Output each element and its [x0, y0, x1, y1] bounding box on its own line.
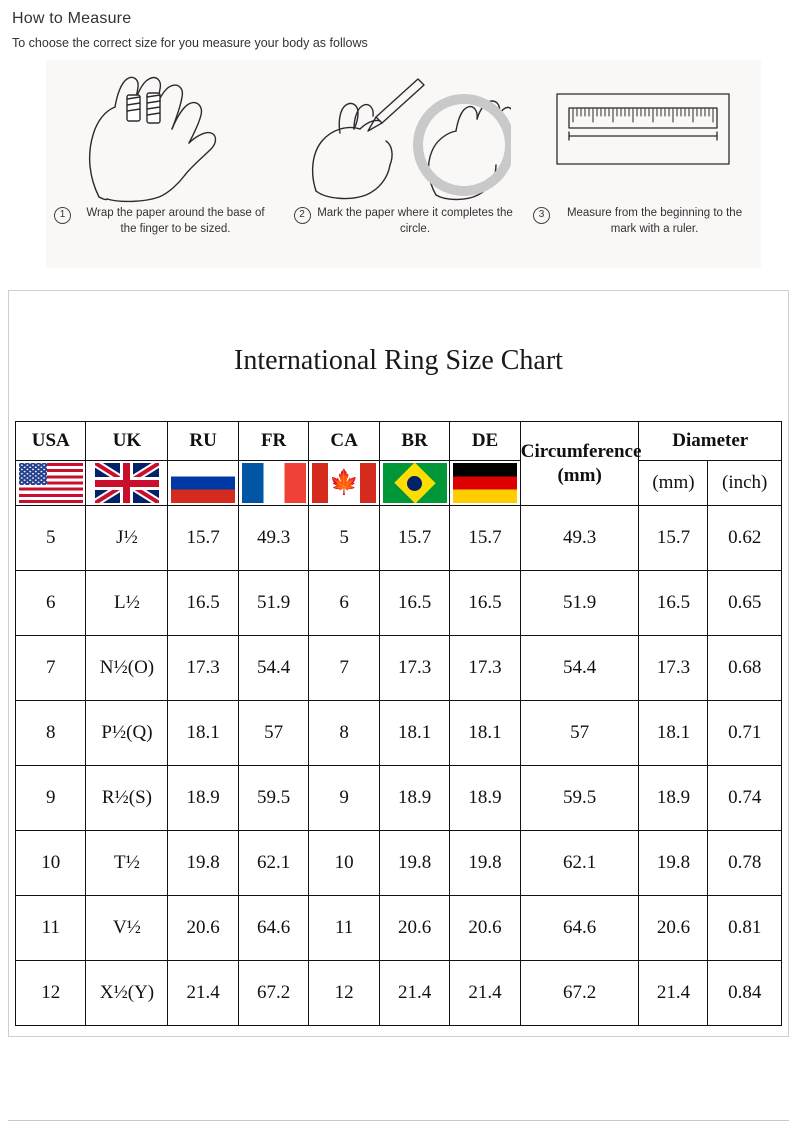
- cell-ca: 12: [309, 961, 379, 1026]
- how-to-measure-section: [0, 0, 797, 268]
- ruler-measuring-icon: [551, 66, 736, 206]
- step-number-badge: 3: [533, 207, 550, 224]
- cell-ca: 6: [309, 571, 379, 636]
- cell-circumference: 59.5: [520, 766, 639, 831]
- measure-step-3: [525, 66, 761, 237]
- cell-usa: 10: [16, 831, 86, 896]
- hand-marking-paper-icon: [296, 66, 511, 206]
- cell-usa: 9: [16, 766, 86, 831]
- cell-de: 15.7: [450, 506, 520, 571]
- cell-fr: 62.1: [238, 831, 308, 896]
- russia-flag: [168, 461, 238, 506]
- header-ca: CA: [309, 422, 379, 461]
- cell-circumference: 54.4: [520, 636, 639, 701]
- table-row: [16, 636, 782, 701]
- cell-diameter-mm: 18.9: [639, 766, 708, 831]
- cell-de: 16.5: [450, 571, 520, 636]
- cell-diameter-inch: 0.84: [708, 961, 782, 1026]
- cell-fr: 57: [238, 701, 308, 766]
- hand-with-paper-strip-icon: [59, 66, 269, 206]
- cell-uk: J½: [86, 506, 168, 571]
- cell-fr: 64.6: [238, 896, 308, 961]
- header-de: DE: [450, 422, 520, 461]
- table-row: [16, 506, 782, 571]
- cell-ru: 18.1: [168, 701, 238, 766]
- cell-circumference: 57: [520, 701, 639, 766]
- cell-ru: 18.9: [168, 766, 238, 831]
- step-number-badge: 1: [54, 207, 71, 224]
- usa-flag: [16, 461, 86, 506]
- cell-br: 19.8: [379, 831, 449, 896]
- cell-de: 21.4: [450, 961, 520, 1026]
- table-row: [16, 701, 782, 766]
- cell-diameter-inch: 0.65: [708, 571, 782, 636]
- table-row: [16, 896, 782, 961]
- canada-flag: 🍁: [309, 461, 379, 506]
- table-row: [16, 766, 782, 831]
- measure-step-2-caption: 2 Mark the paper where it completes the circle.: [286, 206, 522, 237]
- cell-br: 16.5: [379, 571, 449, 636]
- table-header: [16, 422, 782, 506]
- cell-diameter-mm: 18.1: [639, 701, 708, 766]
- table-body: [16, 506, 782, 1026]
- measure-step-1: [46, 66, 282, 237]
- cell-diameter-mm: 21.4: [639, 961, 708, 1026]
- cell-br: 15.7: [379, 506, 449, 571]
- cell-ru: 15.7: [168, 506, 238, 571]
- cell-br: 18.1: [379, 701, 449, 766]
- cell-fr: 54.4: [238, 636, 308, 701]
- cell-br: 17.3: [379, 636, 449, 701]
- cell-diameter-mm: 19.8: [639, 831, 708, 896]
- cell-circumference: 51.9: [520, 571, 639, 636]
- cell-ca: 11: [309, 896, 379, 961]
- cell-fr: 51.9: [238, 571, 308, 636]
- cell-diameter-inch: 0.78: [708, 831, 782, 896]
- cell-circumference: 62.1: [520, 831, 639, 896]
- chart-title: International Ring Size Chart: [234, 345, 563, 376]
- cell-diameter-inch: 0.68: [708, 636, 782, 701]
- cell-usa: 11: [16, 896, 86, 961]
- cell-circumference: 64.6: [520, 896, 639, 961]
- cell-circumference: 49.3: [520, 506, 639, 571]
- how-to-measure-subtitle: To choose the correct size for you measure your body as follows: [12, 36, 368, 50]
- cell-uk: R½(S): [86, 766, 168, 831]
- cell-ca: 8: [309, 701, 379, 766]
- table-row: [16, 831, 782, 896]
- cell-diameter-mm: 20.6: [639, 896, 708, 961]
- header-diameter-mm: (mm): [639, 461, 708, 506]
- cell-de: 19.8: [450, 831, 520, 896]
- brazil-flag: [379, 461, 449, 506]
- cell-circumference: 67.2: [520, 961, 639, 1026]
- cell-ca: 5: [309, 506, 379, 571]
- cell-usa: 8: [16, 701, 86, 766]
- table-header-codes-row: [16, 422, 782, 461]
- cell-ca: 7: [309, 636, 379, 701]
- measure-step-3-caption: 3 Measure from the beginning to the mark with a ruler.: [525, 206, 761, 237]
- cell-diameter-inch: 0.74: [708, 766, 782, 831]
- cell-de: 18.1: [450, 701, 520, 766]
- cell-de: 18.9: [450, 766, 520, 831]
- cell-ru: 21.4: [168, 961, 238, 1026]
- ring-size-table: [15, 421, 782, 1026]
- france-flag: [238, 461, 308, 506]
- cell-de: 20.6: [450, 896, 520, 961]
- cell-br: 18.9: [379, 766, 449, 831]
- cell-uk: T½: [86, 831, 168, 896]
- cell-br: 20.6: [379, 896, 449, 961]
- header-diameter-inch: (inch): [708, 461, 782, 506]
- measure-step-1-caption: 1 Wrap the paper around the base of the finger to be sized.: [46, 206, 282, 237]
- cell-ru: 16.5: [168, 571, 238, 636]
- cell-diameter-inch: 0.71: [708, 701, 782, 766]
- measure-step-2: [286, 66, 522, 237]
- cell-ru: 17.3: [168, 636, 238, 701]
- cell-uk: V½: [86, 896, 168, 961]
- cell-uk: P½(Q): [86, 701, 168, 766]
- cell-ru: 19.8: [168, 831, 238, 896]
- header-diameter: Diameter: [639, 422, 782, 461]
- ring-size-chart-card: [8, 290, 789, 1037]
- cell-ca: 9: [309, 766, 379, 831]
- how-to-measure-illustration-panel: [46, 60, 761, 268]
- cell-diameter-inch: 0.81: [708, 896, 782, 961]
- cell-de: 17.3: [450, 636, 520, 701]
- cell-uk: X½(Y): [86, 961, 168, 1026]
- cell-uk: L½: [86, 571, 168, 636]
- header-fr: FR: [238, 422, 308, 461]
- cell-usa: 12: [16, 961, 86, 1026]
- header-usa: USA: [16, 422, 86, 461]
- cell-fr: 49.3: [238, 506, 308, 571]
- table-row: [16, 961, 782, 1026]
- step-number-badge: 2: [294, 207, 311, 224]
- cell-br: 21.4: [379, 961, 449, 1026]
- cell-ca: 10: [309, 831, 379, 896]
- cell-fr: 59.5: [238, 766, 308, 831]
- cell-diameter-mm: 16.5: [639, 571, 708, 636]
- header-br: BR: [379, 422, 449, 461]
- cell-fr: 67.2: [238, 961, 308, 1026]
- cell-usa: 5: [16, 506, 86, 571]
- cell-diameter-mm: 17.3: [639, 636, 708, 701]
- cell-diameter-mm: 15.7: [639, 506, 708, 571]
- cell-ru: 20.6: [168, 896, 238, 961]
- cell-usa: 7: [16, 636, 86, 701]
- table-header-flags-row: [16, 461, 782, 506]
- header-uk: UK: [86, 422, 168, 461]
- cell-diameter-inch: 0.62: [708, 506, 782, 571]
- page-title: How to Measure: [12, 10, 132, 27]
- header-ru: RU: [168, 422, 238, 461]
- page-divider: [8, 1120, 789, 1121]
- uk-flag: [86, 461, 168, 506]
- table-row: [16, 571, 782, 636]
- cell-usa: 6: [16, 571, 86, 636]
- cell-uk: N½(O): [86, 636, 168, 701]
- germany-flag: [450, 461, 520, 506]
- header-circumference: Circumference (mm): [520, 422, 639, 506]
